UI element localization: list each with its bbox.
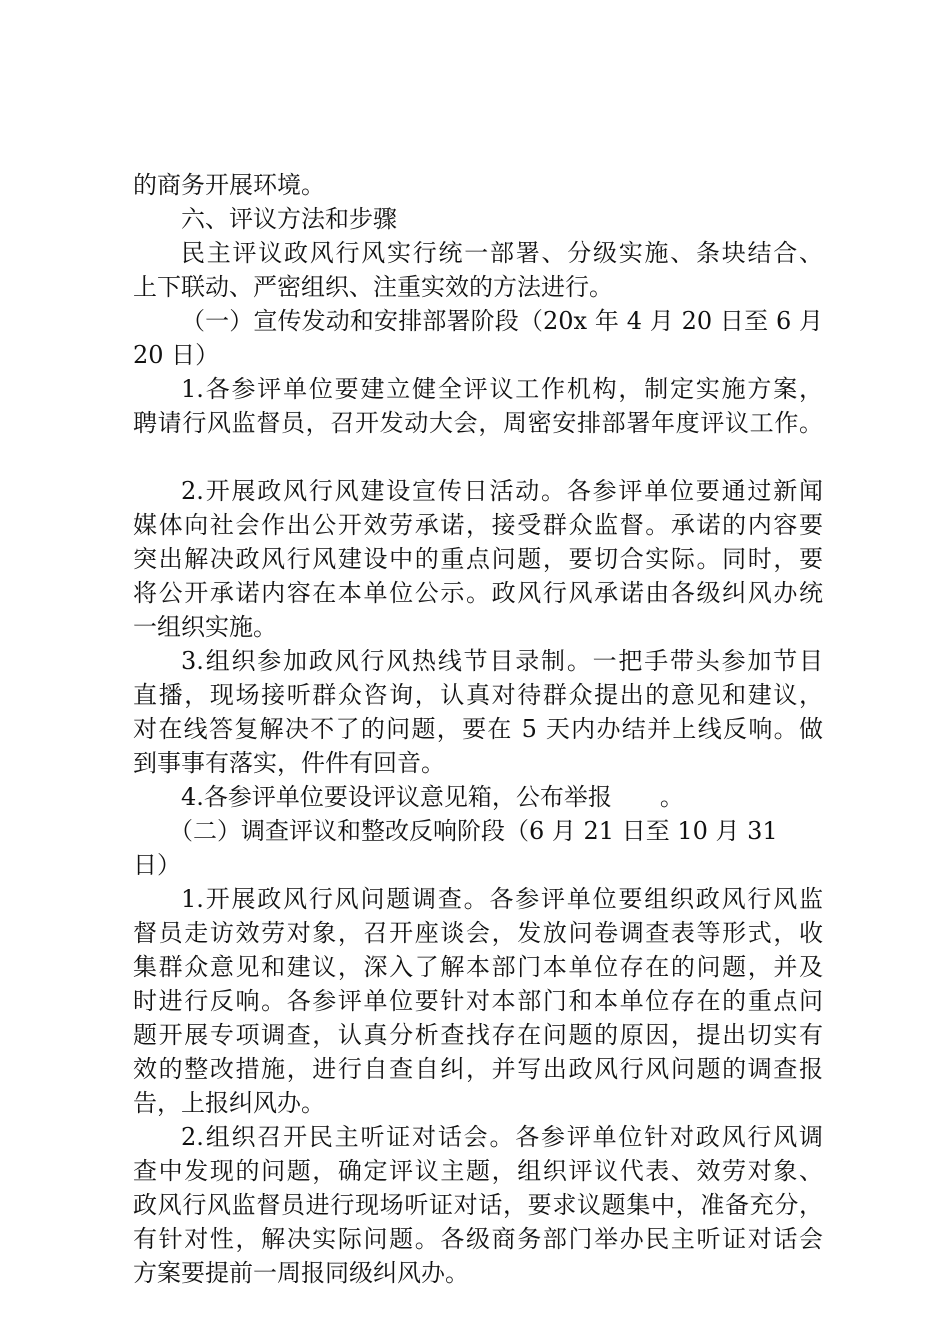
section-heading: 六、评议方法和步骤 bbox=[181, 205, 397, 233]
document-body bbox=[133, 168, 823, 1290]
body-line: 的商务开展环境。 bbox=[133, 171, 325, 199]
body-line: 时进行反响。各参评单位要针对本部门和本单位存在的重点问 bbox=[133, 987, 823, 1015]
body-line: 媒体向社会作出公开效劳承诺，接受群众监督。承诺的内容要 bbox=[133, 511, 823, 539]
body-line: 直播，现场接听群众咨询，认真对待群众提出的意见和建议， bbox=[133, 681, 823, 709]
body-line: 1.开展政风行风问题调查。各参评单位要组织政风行风监 bbox=[181, 885, 823, 913]
body-line: 上下联动、严密组织、注重实效的方法进行。 bbox=[133, 273, 613, 301]
body-line: 告，上报纠风办。 bbox=[133, 1089, 325, 1117]
body-line: 效的整改措施，进行自查自纠，并写出政风行风问题的调查报 bbox=[133, 1055, 823, 1083]
body-line: 聘请行风监督员，召开发动大会，周密安排部署年度评议工作。 bbox=[133, 409, 823, 437]
subsection-heading-cont: 20 日） bbox=[133, 341, 220, 369]
body-line: 到事事有落实，件件有回音。 bbox=[133, 749, 445, 777]
subsection-heading-cont: 日） bbox=[133, 851, 181, 879]
body-line: 突出解决政风行风建设中的重点问题，要切合实际。同时，要 bbox=[133, 545, 823, 573]
body-line: 1.各参评单位要建立健全评议工作机构，制定实施方案， bbox=[181, 375, 823, 403]
body-line: 查中发现的问题，确定评议主题，组织评议代表、效劳对象、 bbox=[133, 1157, 823, 1185]
body-line: 督员走访效劳对象，召开座谈会，发放问卷调查表等形式，收 bbox=[133, 919, 823, 947]
body-line: 政风行风监督员进行现场听证对话，要求议题集中，准备充分， bbox=[133, 1191, 823, 1219]
subsection-heading: （一）宣传发动和安排部署阶段（20x 年 4 月 20 日至 6 月 bbox=[181, 307, 823, 335]
body-line: 民主评议政风行风实行统一部署、分级实施、条块结合、 bbox=[181, 239, 823, 267]
body-line: 题开展专项调查，认真分析查找存在问题的原因，提出切实有 bbox=[133, 1021, 823, 1049]
body-line: 对在线答复解决不了的问题，要在 5 天内办结并上线反响。做 bbox=[133, 715, 823, 743]
body-line: 一组织实施。 bbox=[133, 613, 277, 641]
blank-line bbox=[133, 440, 823, 474]
body-line: 将公开承诺内容在本单位公示。政风行风承诺由各级纠风办统 bbox=[133, 579, 823, 607]
body-line: 2.组织召开民主听证对话会。各参评单位针对政风行风调 bbox=[181, 1123, 823, 1151]
subsection-heading: （二）调查评议和整改反响阶段（6 月 21 日至 10 月 31 bbox=[169, 817, 778, 845]
body-line: 有针对性，解决实际问题。各级商务部门举办民主听证对话会 bbox=[133, 1225, 823, 1253]
body-line: 方案要提前一周报同级纠风办。 bbox=[133, 1259, 469, 1287]
body-line: 集群众意见和建议，深入了解本部门本单位存在的问题，并及 bbox=[133, 953, 823, 981]
body-line: 3.组织参加政风行风热线节目录制。一把手带头参加节目 bbox=[181, 647, 823, 675]
body-line: 2.开展政风行风建设宣传日活动。各参评单位要通过新闻 bbox=[181, 477, 823, 505]
body-line: 4.各参评单位要设评议意见箱，公布举报 。 bbox=[181, 783, 684, 811]
